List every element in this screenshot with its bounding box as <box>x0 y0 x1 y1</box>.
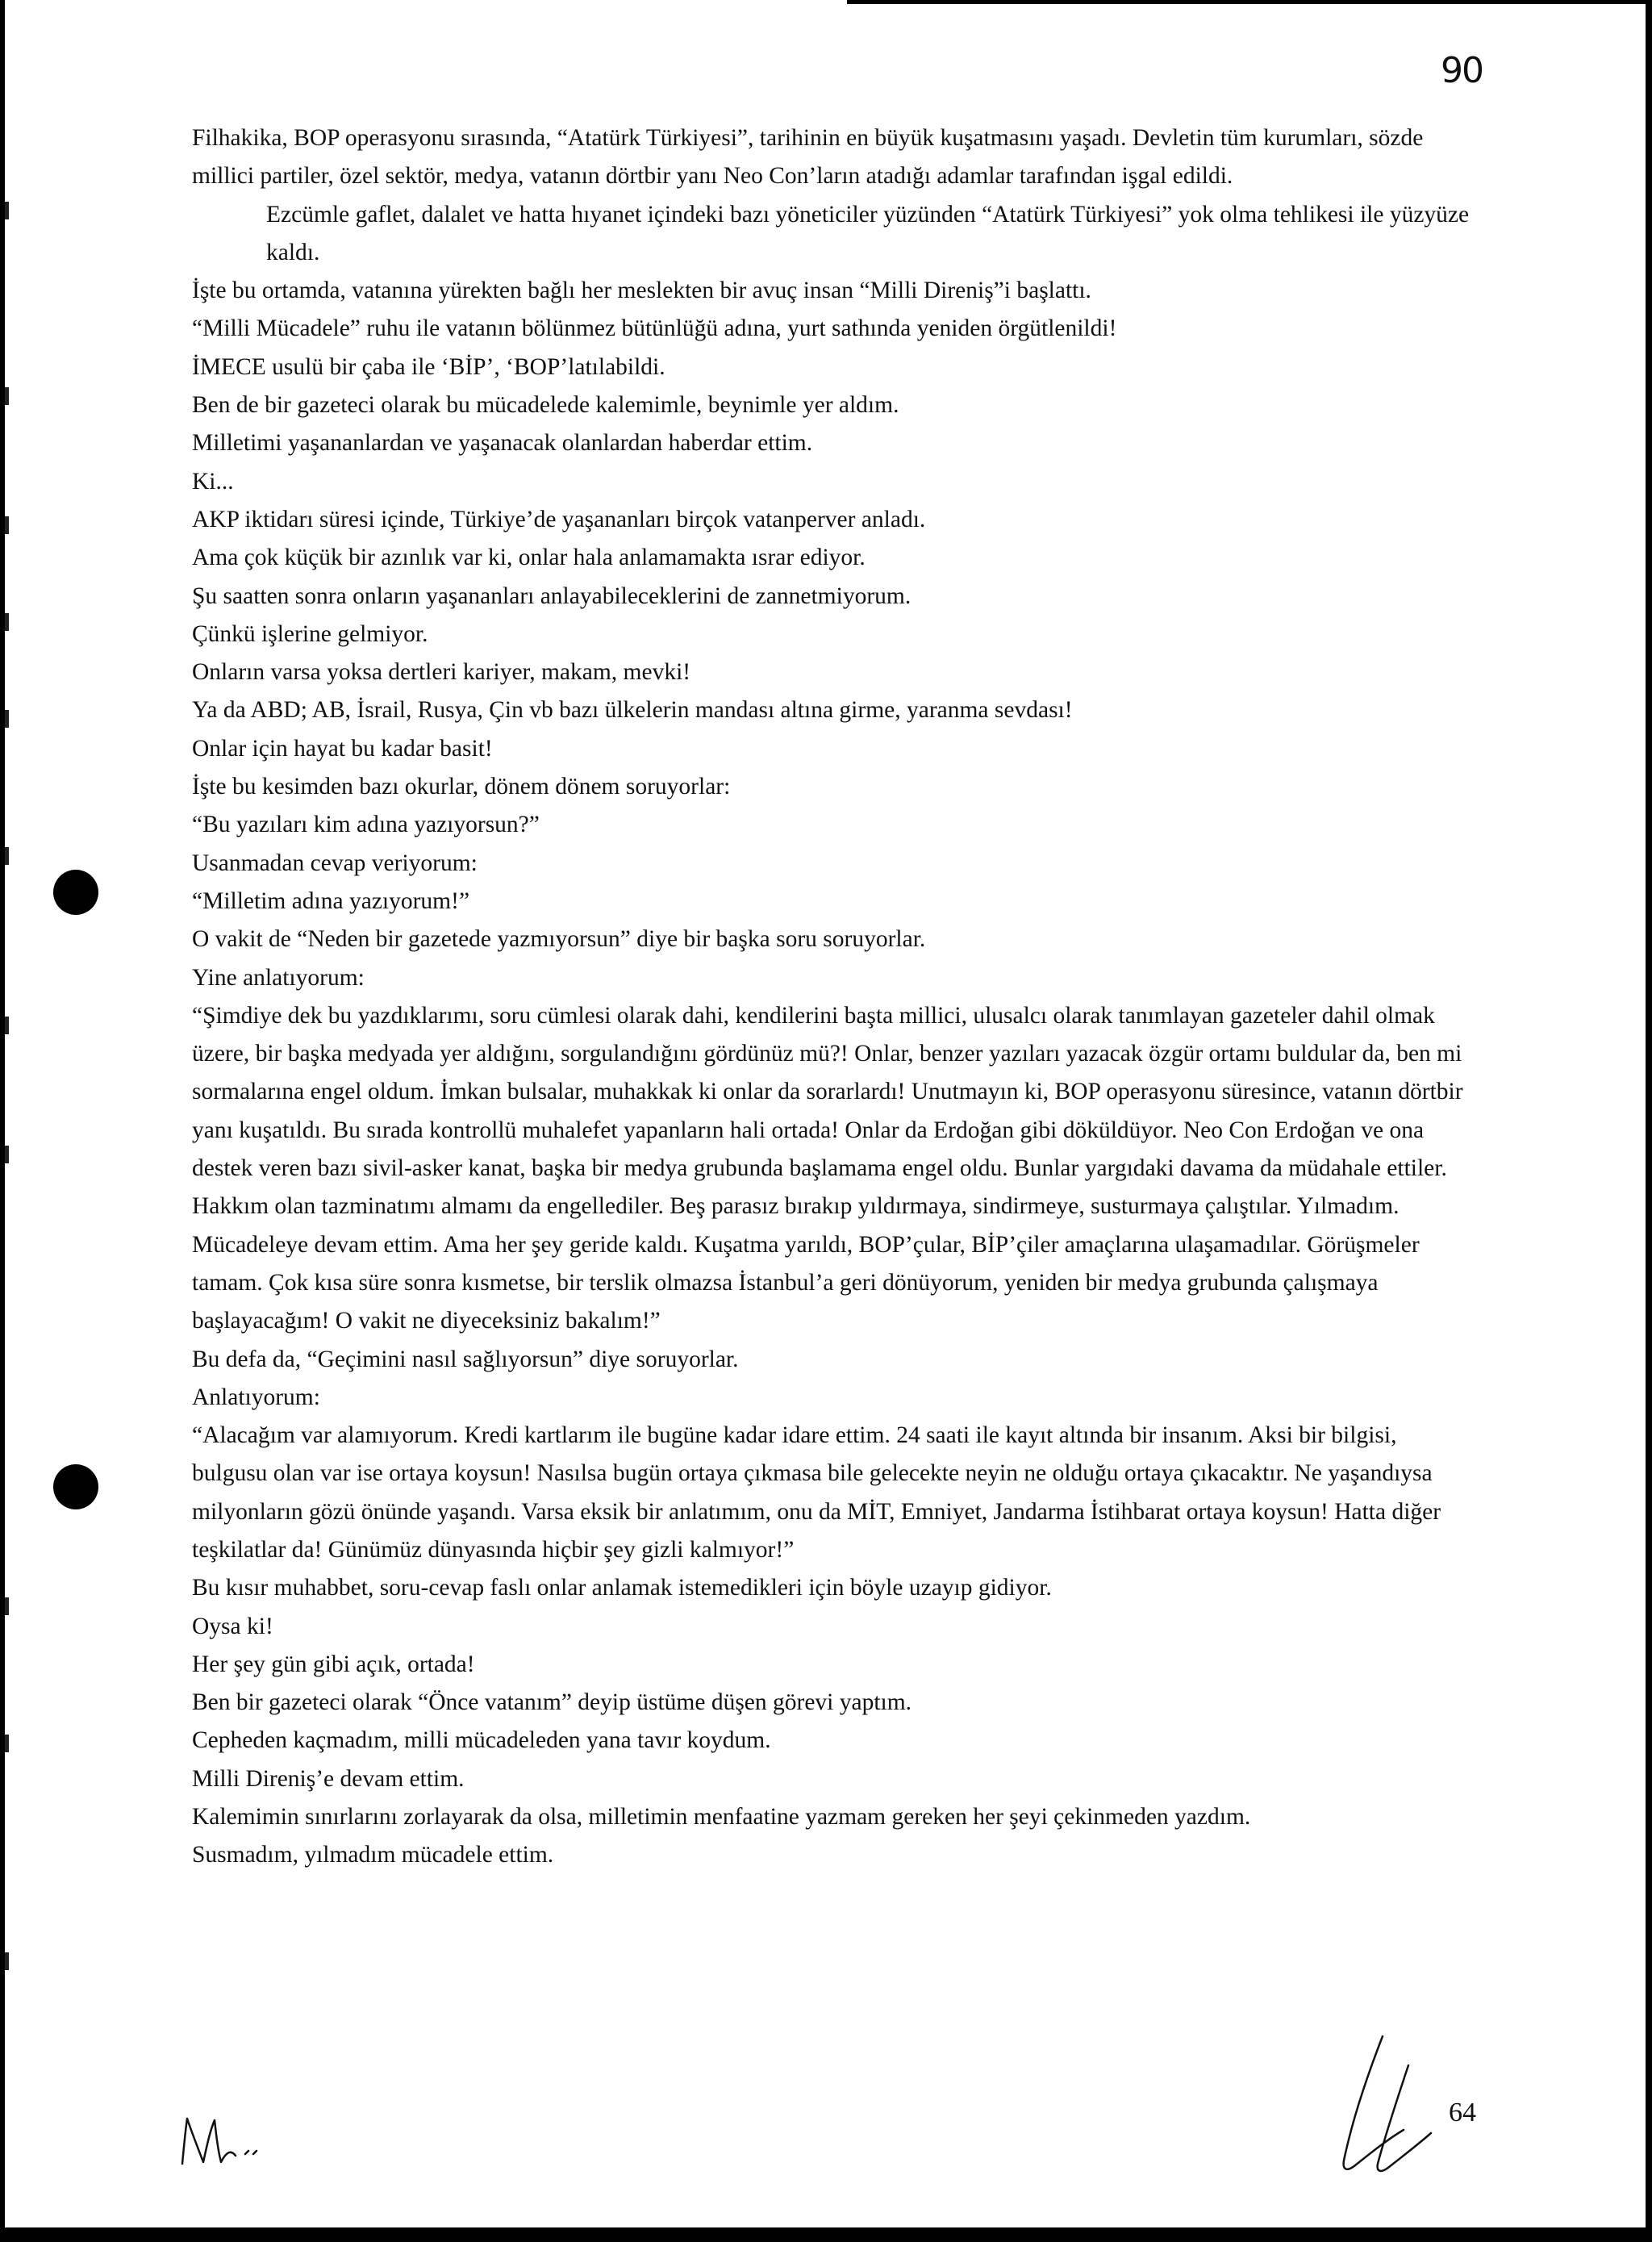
document-body <box>192 119 1475 1875</box>
paragraph: Filhakika, BOP operasyonu sırasında, “Atatürk Türkiyesi”, tarihinin en büyük kuşatmasını yaşadı. Devletin tüm kurumları, sözde millici partiler, özel sektör, medya, vatanın dörtbir yanı Neo Con’ların atadığı adamlar tarafından işgal edildi. <box>192 125 1424 190</box>
paragraph: İşte bu kesimden bazı okurlar, dönem dönem soruyorlar: <box>192 774 731 800</box>
paragraph: Her şey gün gibi açık, ortada! <box>192 1651 475 1677</box>
paragraph: İşte bu ortamda, vatanına yürekten bağlı her meslekten bir avuç insan “Milli Direniş”i başlattı. <box>192 278 1091 304</box>
scan-border-right <box>1646 0 1652 2242</box>
handwritten-corner-number: 90 <box>1441 50 1483 91</box>
punch-hole-top <box>53 870 98 915</box>
punch-hole-bottom <box>53 1464 98 1509</box>
paragraph: “Milli Mücadele” ruhu ile vatanın bölünmez bütünlüğü adına, yurt sathında yeniden örgütlenildi! <box>192 315 1117 342</box>
paragraph: Ya da ABD; AB, İsrail, Rusya, Çin vb bazı ülkelerin mandası altına girme, yaranma sevdası! <box>192 697 1073 724</box>
page-number: 64 <box>1449 2098 1476 2127</box>
paragraph: Kalemimin sınırlarını zorlayarak da olsa, milletimin menfaatine yazmam gereken her şeyi çekinmeden yazdım. <box>192 1804 1251 1831</box>
signature-right <box>1331 2033 1444 2178</box>
scan-border-bottom <box>0 2227 1652 2242</box>
paragraph: Cepheden kaçmadım, milli mücadeleden yana tavır koydum. <box>192 1727 771 1754</box>
paragraph: Şu saatten sonra onların yaşananları anlayabileceklerini de zannetmiyorum. <box>192 582 912 609</box>
paragraph: “Bu yazıları kim adına yazıyorsun?” <box>192 812 540 838</box>
paragraph: Susmadım, yılmadım mücadele ettim. <box>192 1842 554 1868</box>
paragraph: “Milletim adına yazıyorum!” <box>192 887 470 914</box>
paragraph: Çünkü işlerine gelmiyor. <box>192 620 428 647</box>
paragraph: “Şimdiye dek bu yazdıklarımı, soru cümlesi olarak dahi, kendilerini başta millici, ulusalcı olarak tanımlayan gazeteler dahil olmak üzere, bir başka medyada yer aldığını, sorgulandığını gördünüz mü?! Onlar, benzer yazıları yazacak özgür ortamı buldular da, ben mi sormalarına engel oldum. İmkan bulsalar, muhakkak ki onlar da sorarlardı! Unutmayın ki, BOP operasyonu süresince, vatanın dörtbir yanı kuşatıldı. Bu sırada kontrollü muhalefet yapanların hali ortada! Onlar da Erdoğan gibi döküldüyor. Neo Con Erdoğan ve ona destek veren bazı sivil-asker kanat, başka bir medya grubunda başlamama engel oldu. Bunlar yargıdaki davama da müdahale ettiler. Hakkım olan tazminatımı almamı da engellediler. Beş parasız bırakıp yıldırmaya, sindirmeye, susturmaya çalıştılar. Yılmadım. Mücadeleye devam ettim. Ama her şey geride kaldı. Kuşatma yarıldı, BOP’çular, BİP’çiler amaçlarına ulaşamadılar. Görüşmeler tamam. Çok kısa süre sonra kısmetse, bir terslik olmazsa İstanbul’a geri dönüyorum, yeniden bir medya grubunda çalışmaya başlayacağım! O vakit ne diyeceksiniz bakalım!” <box>192 1002 1463 1334</box>
paragraph: Ben de bir gazeteci olarak bu mücadelede kalemimle, beynimle yer aldım. <box>192 392 899 419</box>
paragraph: Ki... <box>192 468 234 495</box>
paragraph: Usanmadan cevap veriyorum: <box>192 850 478 876</box>
paragraph: Onlar için hayat bu kadar basit! <box>192 735 493 762</box>
scan-border-top <box>847 0 1646 4</box>
paragraph: O vakit de “Neden bir gazetede yazmıyorsun” diye bir başka soru soruyorlar. <box>192 926 926 953</box>
paragraph: Yine anlatıyorum: <box>192 964 365 991</box>
paragraph: İMECE usulü bir çaba ile ‘BİP’, ‘BOP’latılabildi. <box>192 353 665 380</box>
paragraph: Anlatıyorum: <box>192 1384 320 1410</box>
paragraph: Milli Direniş’e devam ettim. <box>192 1765 465 1792</box>
paragraph: AKP iktidarı süresi içinde, Türkiye’de yaşananları birçok vatanperver anladı. <box>192 506 926 532</box>
paragraph: Milletimi yaşananlardan ve yaşanacak olanlardan haberdar ettim. <box>192 430 813 457</box>
paragraph: Ezcümle gaflet, dalalet ve hatta hıyanet içindeki bazı yöneticiler yüzünden “Atatürk Türkiyesi” yok olma tehlikesi ile yüzyüze kaldı. <box>266 201 1470 265</box>
paragraph: Bu kısır muhabbet, soru-cevap faslı onlar anlamak istemedikleri için böyle uzayıp gidiyor. <box>192 1575 1052 1601</box>
scan-border-left <box>0 0 5 2242</box>
paragraph: Oysa ki! <box>192 1613 273 1639</box>
paragraph: Bu defa da, “Geçimini nasıl sağlıyorsun” diye soruyorlar. <box>192 1346 739 1372</box>
paragraph: Onların varsa yoksa dertleri kariyer, makam, mevki! <box>192 659 691 686</box>
paragraph: Ama çok küçük bir azınlık var ki, onlar hala anlamamakta ısrar ediyor. <box>192 545 866 571</box>
paragraph: “Alacağım var alamıyorum. Kredi kartlarım ile bugüne kadar idare ettim. 24 saati ile kayıt altında bir insanım. Aksi bir bilgisi, bulgusu olan var ise ortaya koysun! Nasılsa bugün ortaya çıkmasa bile gelecekte neyin ne olduğu ortaya çıkacaktır. Ne yaşandıysa milyonların gözü önünde yaşandı. Varsa eksik bir anlatımım, onu da MİT, Emniyet, Jandarma İstihbarat ortaya koysun! Hatta diğer teşkilatlar da! Günümüz dünyasında hiçbir şey gizli kalmıyor!” <box>192 1422 1441 1563</box>
paragraph: Ben bir gazeteci olarak “Önce vatanım” deyip üstüme düşen görevi yaptım. <box>192 1689 912 1716</box>
initials-signature-left <box>176 2114 265 2170</box>
